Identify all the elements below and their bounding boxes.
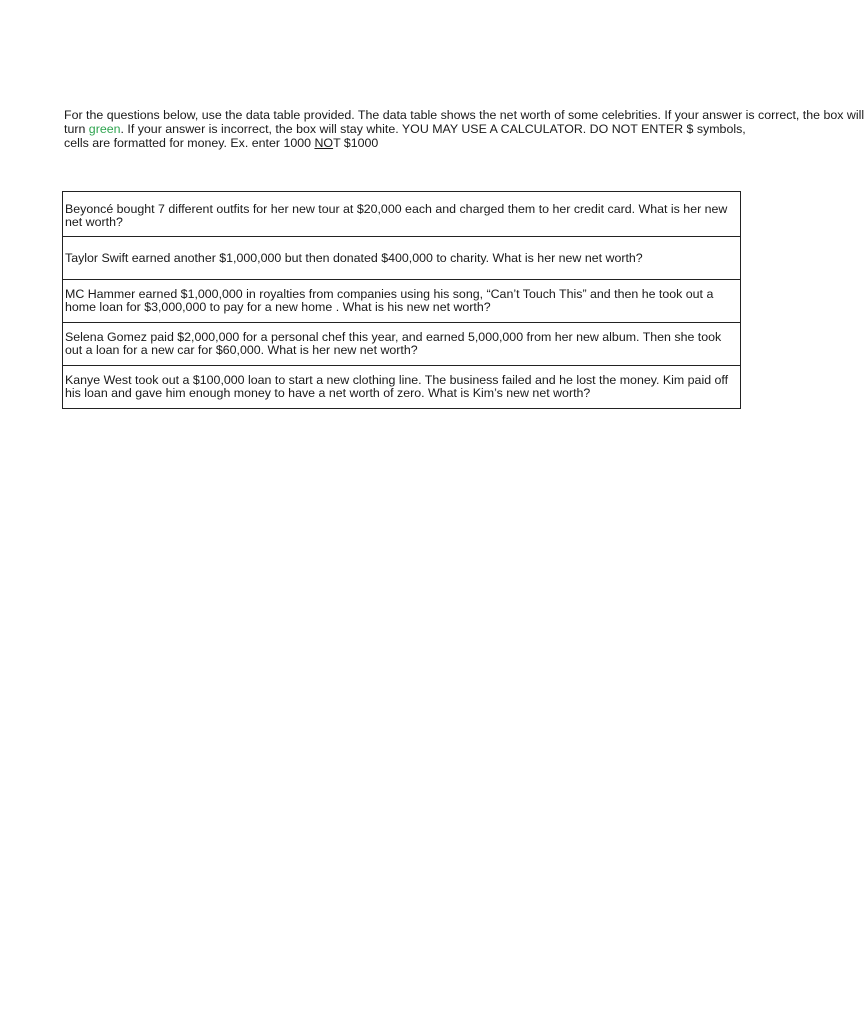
question-cell-beyonce[interactable]: Beyoncé bought 7 different outfits for her new tour at $20,000 each and charged them to her credit card. What is her new net worth? — [63, 192, 741, 237]
instructions-line-2-rest: . If your answer is incorrect, the box will stay white. YOU MAY USE A CALCULATOR. DO NOT ENTER $ symbols, — [120, 122, 746, 136]
instructions-line-1: For the questions below, use the data table provided. The data table shows the net worth of some celebrities. If your answer is correct, the box will — [64, 108, 864, 122]
question-row — [63, 192, 741, 237]
questions-table — [62, 191, 741, 409]
instructions-line-2 — [64, 122, 768, 136]
question-row — [63, 323, 741, 366]
question-cell-mc-hammer[interactable]: MC Hammer earned $1,000,000 in royalties from companies using his song, “Can’t Touch This” and then he took out a home loan for $3,000,000 to pay for a new home . What is his new net worth? — [63, 280, 741, 323]
instructions-text — [64, 108, 864, 150]
instructions-example: cells are formatted for money. Ex. enter 1000 — [64, 136, 315, 150]
underlined-no: NO — [314, 136, 334, 150]
instructions-example-end: T $1000 — [333, 136, 379, 150]
question-cell-taylor-swift[interactable]: Taylor Swift earned another $1,000,000 but then donated $400,000 to charity. What is her new net worth? — [63, 237, 741, 280]
question-cell-kanye-west[interactable]: Kanye West took out a $100,000 loan to start a new clothing line. The business failed and he lost the money. Kim paid off his loan and gave him enough money to have a net worth of zero. What is Kim’s new net worth? — [63, 366, 741, 409]
question-cell-selena-gomez[interactable]: Selena Gomez paid $2,000,000 for a personal chef this year, and earned 5,000,000 from her new album. Then she took out a loan for a new car for $60,000. What is her new net worth? — [63, 323, 741, 366]
instructions-line-3 — [64, 136, 768, 150]
green-word: green — [88, 122, 121, 136]
question-row — [63, 237, 741, 280]
question-row — [63, 280, 741, 323]
instructions-turn: turn — [64, 122, 89, 136]
question-row — [63, 366, 741, 409]
